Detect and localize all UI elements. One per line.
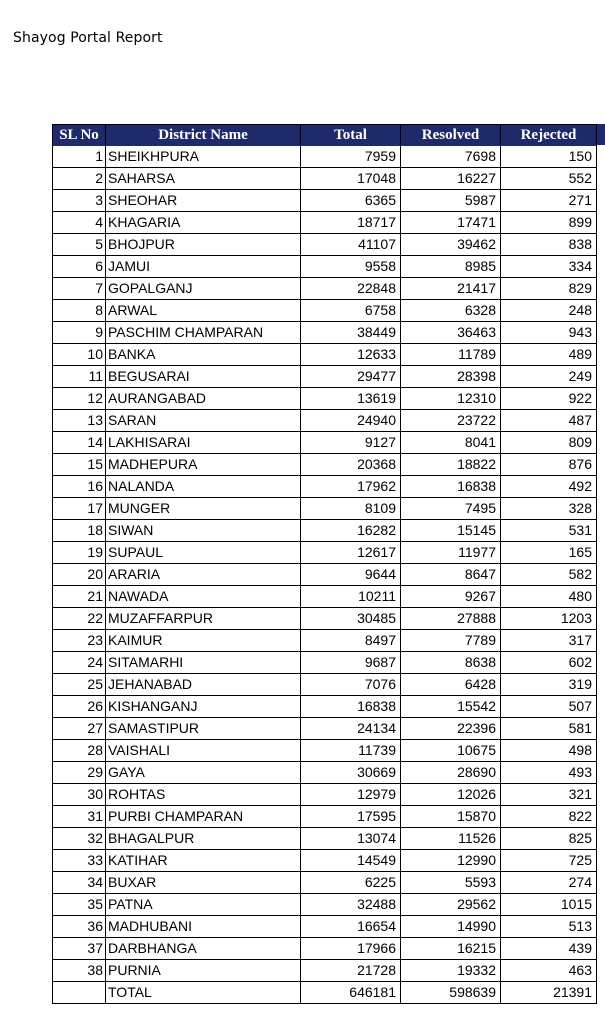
cell-sl-no: 26	[53, 696, 106, 718]
cell-resolved: 39462	[401, 234, 501, 256]
cell-rejected: 725	[501, 850, 597, 872]
cell-total: 13074	[301, 828, 401, 850]
cell-rejected: 493	[501, 762, 597, 784]
cell-resolved: 12026	[401, 784, 501, 806]
cell-total: 12617	[301, 542, 401, 564]
cell-resolved: 10675	[401, 740, 501, 762]
cell-resolved: 7789	[401, 630, 501, 652]
cell-sl-no: 24	[53, 652, 106, 674]
cell-district-name: SAMASTIPUR	[106, 718, 301, 740]
table-row	[53, 586, 597, 608]
cell-sl-no: 6	[53, 256, 106, 278]
cell-total: 7959	[301, 146, 401, 168]
cell-sl-no: 35	[53, 894, 106, 916]
cell-sl-no: 16	[53, 476, 106, 498]
cell-resolved: 7698	[401, 146, 501, 168]
total-row	[53, 982, 597, 1004]
cell-rejected: 271	[501, 190, 597, 212]
cell-rejected: 274	[501, 872, 597, 894]
cell-rejected: 492	[501, 476, 597, 498]
table-row	[53, 784, 597, 806]
cell-sl-no: 27	[53, 718, 106, 740]
cell-district-name: SHEIKHPURA	[106, 146, 301, 168]
cell-sl-no: 30	[53, 784, 106, 806]
total-cell-rejected: 21391	[501, 982, 597, 1004]
cell-district-name: NALANDA	[106, 476, 301, 498]
cell-total: 16838	[301, 696, 401, 718]
cell-sl-no: 29	[53, 762, 106, 784]
cell-resolved: 8985	[401, 256, 501, 278]
cell-sl-no: 25	[53, 674, 106, 696]
header-sl-no: SL No	[53, 125, 106, 147]
cell-district-name: MADHUBANI	[106, 916, 301, 938]
cell-district-name: ARWAL	[106, 300, 301, 322]
cell-district-name: BHAGALPUR	[106, 828, 301, 850]
cell-district-name: VAISHALI	[106, 740, 301, 762]
table-row	[53, 630, 597, 652]
cell-resolved: 6428	[401, 674, 501, 696]
cell-district-name: KAIMUR	[106, 630, 301, 652]
table-row	[53, 168, 597, 190]
cell-total: 17595	[301, 806, 401, 828]
cell-total: 13619	[301, 388, 401, 410]
cell-district-name: KATIHAR	[106, 850, 301, 872]
table-row	[53, 520, 597, 542]
cell-sl-no: 5	[53, 234, 106, 256]
cell-resolved: 17471	[401, 212, 501, 234]
cell-rejected: 552	[501, 168, 597, 190]
report-title: Shayog Portal Report	[13, 30, 163, 46]
cell-total: 16654	[301, 916, 401, 938]
cell-resolved: 6328	[401, 300, 501, 322]
cell-sl-no: 4	[53, 212, 106, 234]
cell-sl-no: 1	[53, 146, 106, 168]
cell-total: 6365	[301, 190, 401, 212]
cell-resolved: 15870	[401, 806, 501, 828]
cell-sl-no: 22	[53, 608, 106, 630]
cell-rejected: 876	[501, 454, 597, 476]
district-report-table	[52, 124, 597, 1004]
table-row	[53, 718, 597, 740]
cell-total: 6225	[301, 872, 401, 894]
cell-district-name: PURBI CHAMPARAN	[106, 806, 301, 828]
total-cell-total: 646181	[301, 982, 401, 1004]
cell-total: 30669	[301, 762, 401, 784]
table-header	[53, 125, 597, 147]
cell-resolved: 8638	[401, 652, 501, 674]
cell-sl-no: 7	[53, 278, 106, 300]
cell-district-name: GOPALGANJ	[106, 278, 301, 300]
table-row	[53, 190, 597, 212]
cell-total: 8109	[301, 498, 401, 520]
table-row	[53, 916, 597, 938]
total-cell-district-name: TOTAL	[106, 982, 301, 1004]
header-resolved: Resolved	[401, 125, 501, 147]
cell-rejected: 248	[501, 300, 597, 322]
cell-rejected: 319	[501, 674, 597, 696]
cell-district-name: ARARIA	[106, 564, 301, 586]
cell-total: 41107	[301, 234, 401, 256]
cell-district-name: BUXAR	[106, 872, 301, 894]
cell-rejected: 165	[501, 542, 597, 564]
cell-resolved: 8647	[401, 564, 501, 586]
table-row	[53, 498, 597, 520]
cell-sl-no: 9	[53, 322, 106, 344]
cell-total: 38449	[301, 322, 401, 344]
cell-total: 6758	[301, 300, 401, 322]
cell-total: 14549	[301, 850, 401, 872]
cell-district-name: LAKHISARAI	[106, 432, 301, 454]
cell-resolved: 14990	[401, 916, 501, 938]
cell-sl-no: 10	[53, 344, 106, 366]
table-row	[53, 762, 597, 784]
cell-district-name: BHOJPUR	[106, 234, 301, 256]
cell-resolved: 11789	[401, 344, 501, 366]
cell-sl-no: 19	[53, 542, 106, 564]
cell-sl-no: 13	[53, 410, 106, 432]
cell-district-name: PASCHIM CHAMPARAN	[106, 322, 301, 344]
cell-resolved: 27888	[401, 608, 501, 630]
table-row	[53, 872, 597, 894]
table-row	[53, 828, 597, 850]
header-edge-fragment	[597, 124, 605, 145]
cell-resolved: 23722	[401, 410, 501, 432]
table-row	[53, 938, 597, 960]
table-row	[53, 300, 597, 322]
cell-total: 17962	[301, 476, 401, 498]
cell-rejected: 809	[501, 432, 597, 454]
cell-rejected: 249	[501, 366, 597, 388]
cell-sl-no: 3	[53, 190, 106, 212]
table-row	[53, 894, 597, 916]
cell-rejected: 822	[501, 806, 597, 828]
table-row	[53, 740, 597, 762]
cell-total: 9644	[301, 564, 401, 586]
table-row	[53, 322, 597, 344]
cell-rejected: 463	[501, 960, 597, 982]
cell-rejected: 1203	[501, 608, 597, 630]
cell-total: 9687	[301, 652, 401, 674]
cell-resolved: 15542	[401, 696, 501, 718]
total-cell-resolved: 598639	[401, 982, 501, 1004]
table-row	[53, 212, 597, 234]
cell-total: 24134	[301, 718, 401, 740]
cell-district-name: KHAGARIA	[106, 212, 301, 234]
cell-total: 24940	[301, 410, 401, 432]
cell-total: 29477	[301, 366, 401, 388]
table-row	[53, 256, 597, 278]
cell-district-name: PURNIA	[106, 960, 301, 982]
cell-district-name: SHEOHAR	[106, 190, 301, 212]
cell-district-name: SAHARSA	[106, 168, 301, 190]
cell-total: 9558	[301, 256, 401, 278]
cell-district-name: NAWADA	[106, 586, 301, 608]
header-district-name: District Name	[106, 125, 301, 147]
cell-rejected: 439	[501, 938, 597, 960]
cell-total: 9127	[301, 432, 401, 454]
cell-rejected: 531	[501, 520, 597, 542]
cell-district-name: AURANGABAD	[106, 388, 301, 410]
header-row	[53, 125, 597, 147]
table-body	[53, 146, 597, 1004]
cell-resolved: 28690	[401, 762, 501, 784]
cell-district-name: PATNA	[106, 894, 301, 916]
cell-total: 10211	[301, 586, 401, 608]
cell-total: 21728	[301, 960, 401, 982]
cell-sl-no: 2	[53, 168, 106, 190]
cell-total: 17966	[301, 938, 401, 960]
cell-sl-no: 36	[53, 916, 106, 938]
cell-resolved: 16215	[401, 938, 501, 960]
cell-total: 20368	[301, 454, 401, 476]
cell-resolved: 5593	[401, 872, 501, 894]
cell-rejected: 507	[501, 696, 597, 718]
cell-total: 16282	[301, 520, 401, 542]
cell-sl-no: 23	[53, 630, 106, 652]
cell-rejected: 943	[501, 322, 597, 344]
table-row	[53, 542, 597, 564]
total-cell-sl-no	[53, 982, 106, 1004]
cell-resolved: 12990	[401, 850, 501, 872]
cell-resolved: 16227	[401, 168, 501, 190]
cell-rejected: 825	[501, 828, 597, 850]
cell-resolved: 9267	[401, 586, 501, 608]
cell-district-name: SITAMARHI	[106, 652, 301, 674]
cell-sl-no: 32	[53, 828, 106, 850]
cell-total: 12633	[301, 344, 401, 366]
cell-rejected: 602	[501, 652, 597, 674]
cell-district-name: MADHEPURA	[106, 454, 301, 476]
table-row	[53, 960, 597, 982]
cell-rejected: 582	[501, 564, 597, 586]
cell-resolved: 7495	[401, 498, 501, 520]
header-rejected: Rejected	[501, 125, 597, 147]
table-row	[53, 652, 597, 674]
table-row	[53, 608, 597, 630]
cell-resolved: 36463	[401, 322, 501, 344]
cell-sl-no: 38	[53, 960, 106, 982]
district-report-table-wrapper	[52, 124, 597, 1004]
table-row	[53, 344, 597, 366]
cell-rejected: 317	[501, 630, 597, 652]
cell-sl-no: 37	[53, 938, 106, 960]
cell-resolved: 12310	[401, 388, 501, 410]
table-row	[53, 278, 597, 300]
cell-district-name: ROHTAS	[106, 784, 301, 806]
cell-district-name: JAMUI	[106, 256, 301, 278]
cell-rejected: 899	[501, 212, 597, 234]
cell-total: 18717	[301, 212, 401, 234]
cell-rejected: 498	[501, 740, 597, 762]
cell-sl-no: 17	[53, 498, 106, 520]
cell-resolved: 5987	[401, 190, 501, 212]
cell-rejected: 480	[501, 586, 597, 608]
cell-rejected: 829	[501, 278, 597, 300]
cell-sl-no: 21	[53, 586, 106, 608]
cell-rejected: 1015	[501, 894, 597, 916]
cell-rejected: 328	[501, 498, 597, 520]
table-row	[53, 454, 597, 476]
cell-district-name: BEGUSARAI	[106, 366, 301, 388]
cell-district-name: BANKA	[106, 344, 301, 366]
cell-rejected: 321	[501, 784, 597, 806]
cell-sl-no: 12	[53, 388, 106, 410]
table-row	[53, 564, 597, 586]
cell-district-name: SIWAN	[106, 520, 301, 542]
header-total: Total	[301, 125, 401, 147]
cell-district-name: KISHANGANJ	[106, 696, 301, 718]
table-row	[53, 850, 597, 872]
cell-sl-no: 11	[53, 366, 106, 388]
cell-sl-no: 33	[53, 850, 106, 872]
cell-sl-no: 15	[53, 454, 106, 476]
cell-rejected: 838	[501, 234, 597, 256]
cell-total: 7076	[301, 674, 401, 696]
cell-rejected: 334	[501, 256, 597, 278]
table-row	[53, 410, 597, 432]
cell-total: 8497	[301, 630, 401, 652]
cell-total: 17048	[301, 168, 401, 190]
cell-resolved: 11526	[401, 828, 501, 850]
cell-total: 11739	[301, 740, 401, 762]
table-row	[53, 806, 597, 828]
cell-resolved: 18822	[401, 454, 501, 476]
cell-rejected: 581	[501, 718, 597, 740]
cell-resolved: 16838	[401, 476, 501, 498]
cell-resolved: 15145	[401, 520, 501, 542]
cell-sl-no: 14	[53, 432, 106, 454]
table-row	[53, 234, 597, 256]
cell-sl-no: 28	[53, 740, 106, 762]
cell-sl-no: 18	[53, 520, 106, 542]
cell-rejected: 150	[501, 146, 597, 168]
cell-resolved: 21417	[401, 278, 501, 300]
cell-resolved: 11977	[401, 542, 501, 564]
cell-district-name: SARAN	[106, 410, 301, 432]
cell-resolved: 28398	[401, 366, 501, 388]
cell-total: 12979	[301, 784, 401, 806]
table-row	[53, 146, 597, 168]
table-row	[53, 696, 597, 718]
cell-resolved: 19332	[401, 960, 501, 982]
cell-sl-no: 31	[53, 806, 106, 828]
cell-total: 22848	[301, 278, 401, 300]
cell-sl-no: 20	[53, 564, 106, 586]
cell-district-name: GAYA	[106, 762, 301, 784]
cell-rejected: 922	[501, 388, 597, 410]
table-row	[53, 674, 597, 696]
cell-resolved: 22396	[401, 718, 501, 740]
table-row	[53, 388, 597, 410]
cell-district-name: JEHANABAD	[106, 674, 301, 696]
cell-sl-no: 8	[53, 300, 106, 322]
cell-rejected: 489	[501, 344, 597, 366]
cell-rejected: 487	[501, 410, 597, 432]
cell-rejected: 513	[501, 916, 597, 938]
cell-district-name: MUZAFFARPUR	[106, 608, 301, 630]
cell-district-name: SUPAUL	[106, 542, 301, 564]
cell-sl-no: 34	[53, 872, 106, 894]
table-row	[53, 476, 597, 498]
table-row	[53, 366, 597, 388]
cell-district-name: DARBHANGA	[106, 938, 301, 960]
cell-total: 32488	[301, 894, 401, 916]
cell-resolved: 29562	[401, 894, 501, 916]
cell-total: 30485	[301, 608, 401, 630]
cell-resolved: 8041	[401, 432, 501, 454]
table-row	[53, 432, 597, 454]
cell-district-name: MUNGER	[106, 498, 301, 520]
